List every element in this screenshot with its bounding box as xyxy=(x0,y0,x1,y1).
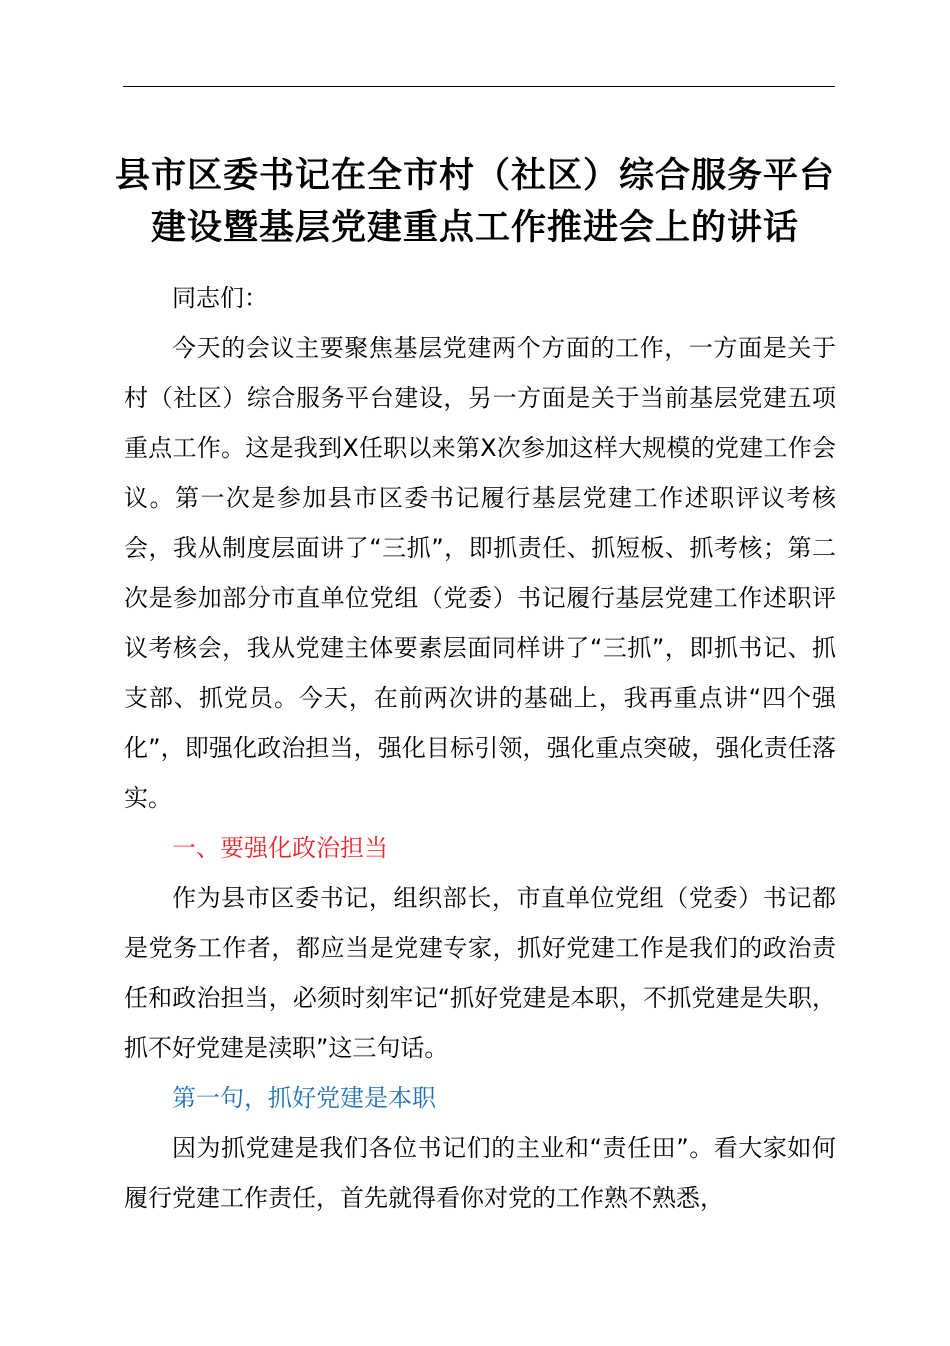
sub-heading-1: 第一句，抓好党建是本职 xyxy=(172,1084,436,1112)
salutation: 同志们： xyxy=(172,284,268,312)
document-body xyxy=(124,273,836,1223)
body-paragraph-2: 作为县市区委书记，组织部长，市直单位党组（党委）书记都是党务工作者，都应当是党建专家，抓好党建工作是我们的政治责任和政治担当，必须时刻牢记“抓好党建是本职，不抓党建是失职，抓不好党建是渎职”这三句话。 xyxy=(124,884,836,1062)
body-paragraph-3: 因为抓党建是我们各位书记们的主业和“责任田”。看大家如何履行党建工作责任，首先就得看你对党的工作熟不熟悉， xyxy=(124,1134,836,1212)
document-title xyxy=(100,150,850,254)
body-paragraph-1: 今天的会议主要聚焦基层党建两个方面的工作，一方面是关于村（社区）综合服务平台建设，另一方面是关于当前基层党建五项重点工作。这是我到X任职以来第X次参加这样大规模的党建工作会议。第一次是参加县市区委书记履行基层党建工作述职评议考核会，我从制度层面讲了“三抓”，即抓责任、抓短板、抓考核；第二次是参加部分市直单位党组（党委）书记履行基层党建工作述职评议考核会，我从党建主体要素层面同样讲了“三抓”，即抓书记、抓支部、抓党员。今天，在前两次讲的基础上，我再重点讲“四个强化”，即强化政治担当，强化目标引领，强化重点突破，强化责任落实。 xyxy=(124,334,836,812)
header-rule xyxy=(123,86,835,87)
title-line-1: 县市区委书记在全市村（社区）综合服务平台 xyxy=(114,156,835,196)
title-line-2: 建设暨基层党建重点工作推进会上的讲话 xyxy=(150,208,799,248)
section-heading-1: 一、要强化政治担当 xyxy=(172,834,388,862)
